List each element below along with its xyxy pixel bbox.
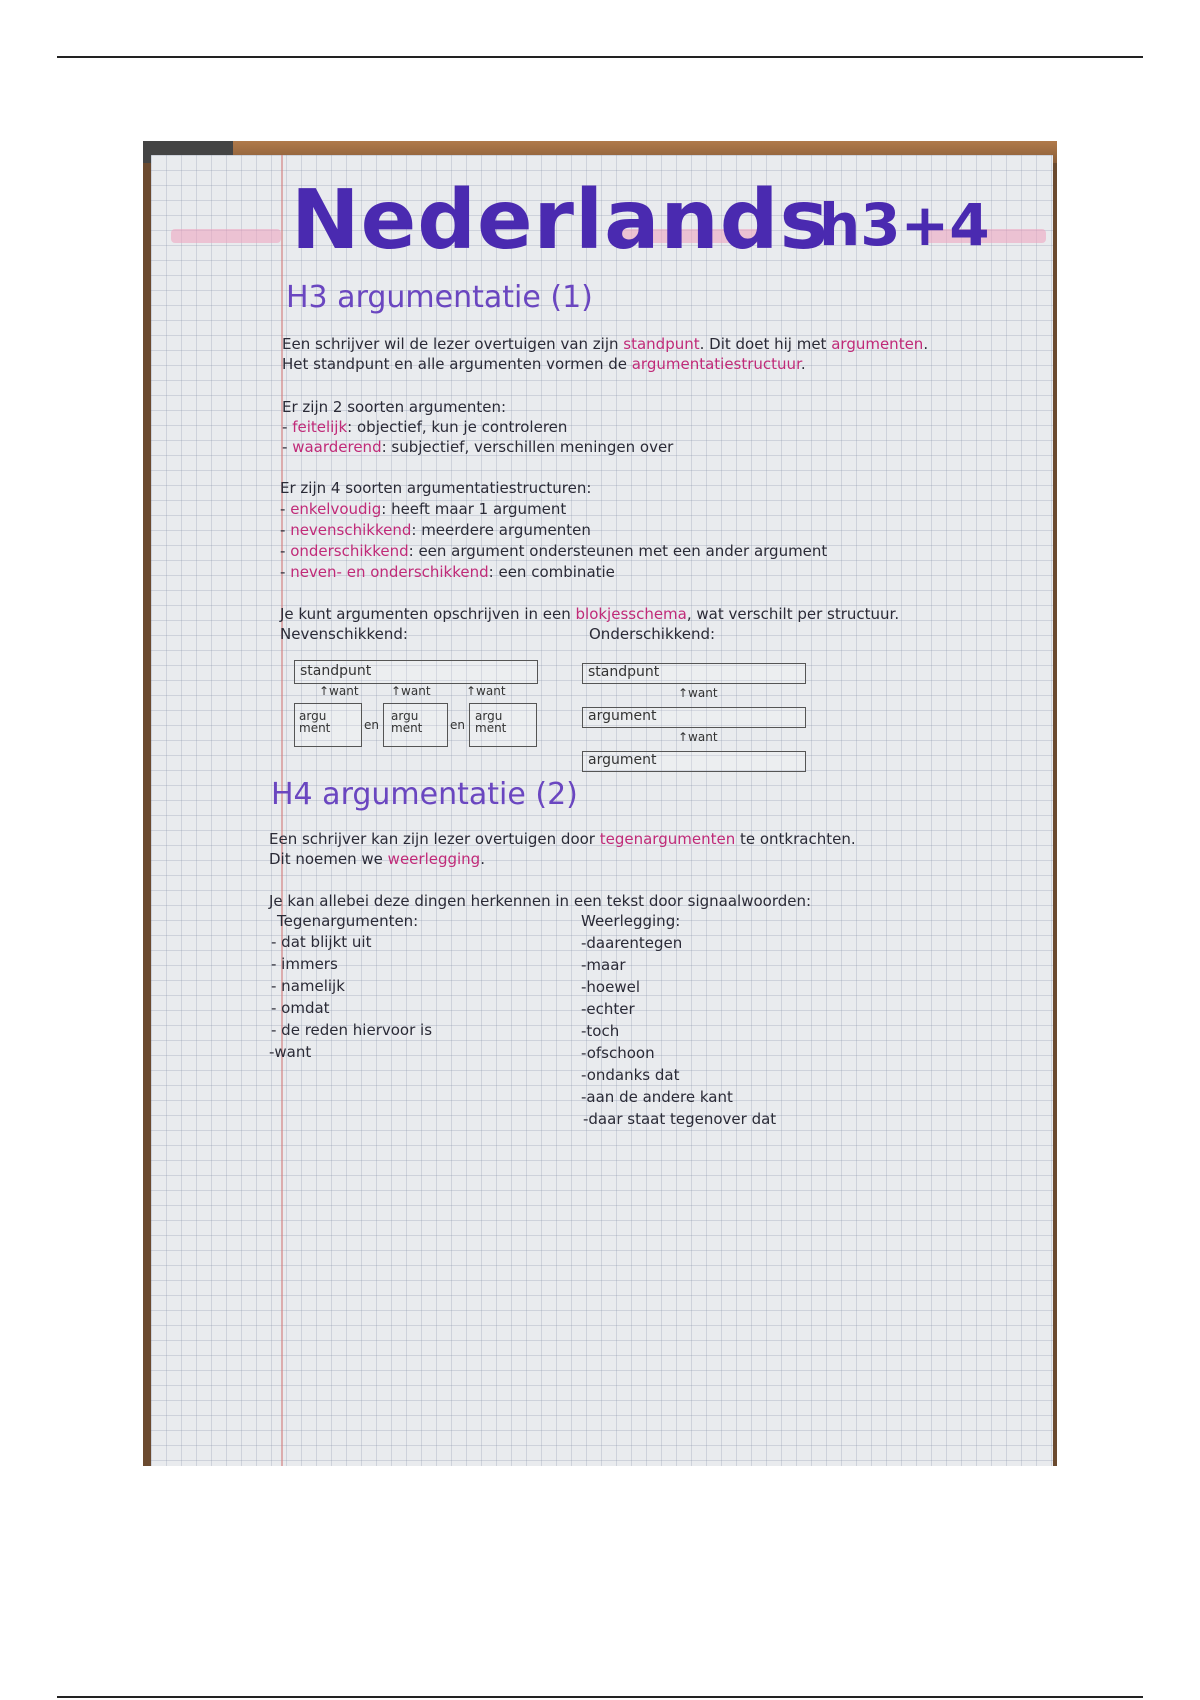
rebuttal-item: -hoewel <box>581 978 640 996</box>
onder-argument-label-2: argument <box>588 752 657 768</box>
neven-en-2: en <box>450 718 465 732</box>
counter-item: - omdat <box>271 999 330 1017</box>
neven-en-1: en <box>364 718 379 732</box>
notebook-photo <box>143 141 1057 1466</box>
neven-argument-label-3: argu ment <box>475 709 507 735</box>
rebuttal-item: -daar staat tegenover dat <box>583 1110 777 1128</box>
title-highlight-left <box>171 229 281 243</box>
counter-item: - immers <box>271 955 338 973</box>
counter-item: - namelijk <box>271 977 345 995</box>
rebuttal-item: -ondanks dat <box>581 1066 680 1084</box>
counter-item: - de reden hiervoor is <box>271 1021 433 1039</box>
rebuttal-item: -echter <box>581 1000 635 1018</box>
argument-type-1: - feitelijk: objectief, kun je controleren <box>282 418 568 436</box>
h3-intro-line2: Het standpunt en alle argumenten vormen de argumentatiestructuur. <box>282 355 806 373</box>
counter-item: -want <box>269 1043 312 1061</box>
argument-type-2: - waarderend: subjectief, verschillen meningen over <box>282 438 674 456</box>
rebuttal-item: -daarentegen <box>581 934 683 952</box>
neven-standpunt-label: standpunt <box>300 663 372 679</box>
onder-argument-label-1: argument <box>588 708 657 724</box>
signal-intro: Je kan allebei deze dingen herkennen in een tekst door signaalwoorden: <box>269 892 812 910</box>
rebuttal-item: -maar <box>581 956 626 974</box>
h4-intro-line1: Een schrijver kan zijn lezer overtuigen door tegenargumenten te ontkrachten. <box>269 830 856 848</box>
onder-standpunt-label: standpunt <box>588 664 660 680</box>
neven-want-1: ↑want <box>319 684 359 698</box>
structure-1: - enkelvoudig: heeft maar 1 argument <box>280 500 567 518</box>
h4-heading: H4 argumentatie (2) <box>271 777 578 812</box>
onder-label: Onderschikkend: <box>589 625 716 643</box>
rebuttal-item: -toch <box>581 1022 620 1040</box>
rebuttal-label: Weerlegging: <box>581 912 681 930</box>
neven-want-2: ↑want <box>391 684 431 698</box>
onder-want-2: ↑want <box>678 730 718 744</box>
notebook-page <box>151 155 1053 1466</box>
neven-want-3: ↑want <box>466 684 506 698</box>
schema-intro: Je kunt argumenten opschrijven in een blokjesschema, wat verschilt per structuur. <box>280 605 900 623</box>
counter-item: - dat blijkt uit <box>271 933 372 951</box>
page-top-rule <box>57 56 1143 58</box>
structure-2: - nevenschikkend: meerdere argumenten <box>280 521 591 539</box>
structure-3: - onderschikkend: een argument ondersteunen met een ander argument <box>280 542 828 560</box>
onder-want-1: ↑want <box>678 686 718 700</box>
structures-intro: Er zijn 4 soorten argumentatiestructuren: <box>280 479 592 497</box>
chapter-tag: h3+4 <box>819 191 990 259</box>
rebuttal-item: -ofschoon <box>581 1044 655 1062</box>
page-title: Nederlands <box>291 173 830 268</box>
rebuttal-item: -aan de andere kant <box>581 1088 733 1106</box>
neven-label: Nevenschikkend: <box>280 625 408 643</box>
page-bottom-rule <box>57 1696 1143 1698</box>
argument-types-intro: Er zijn 2 soorten argumenten: <box>282 398 507 416</box>
h4-intro-line2: Dit noemen we weerlegging. <box>269 850 485 868</box>
h3-heading: H3 argumentatie (1) <box>286 280 593 315</box>
neven-argument-label-2: argu ment <box>391 709 423 735</box>
structure-4: - neven- en onderschikkend: een combinatie <box>280 563 615 581</box>
h3-intro-line1: Een schrijver wil de lezer overtuigen van zijn standpunt. Dit doet hij met argumenten. <box>282 335 929 353</box>
counter-label: Tegenargumenten: <box>277 912 419 930</box>
neven-argument-label-1: argu ment <box>299 709 331 735</box>
